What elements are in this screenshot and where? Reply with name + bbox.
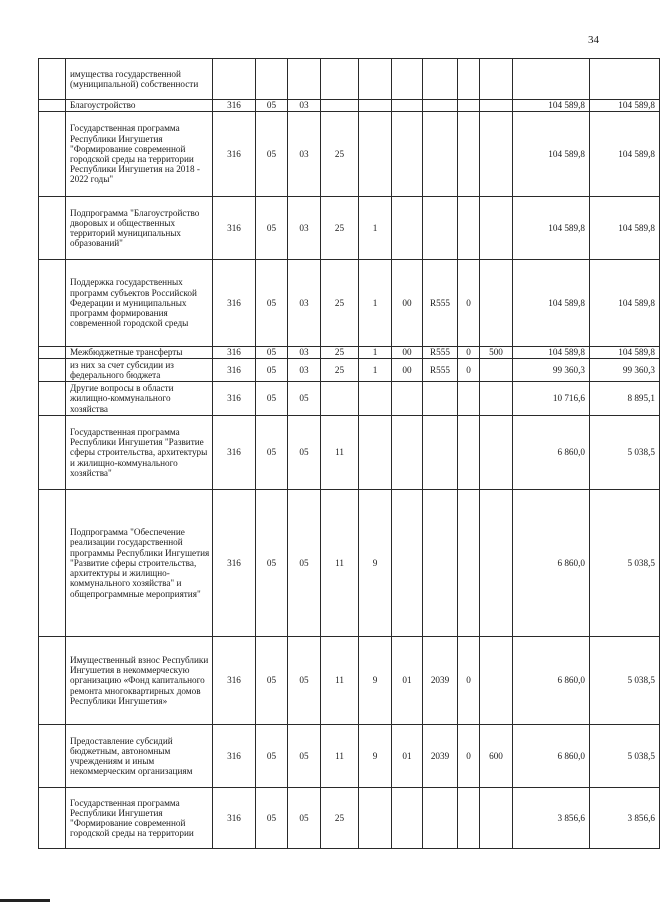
row-value-cell: 6 860,0 — [513, 637, 590, 725]
row-value-cell: 25 — [321, 197, 359, 260]
row-value-cell: 05 — [288, 490, 321, 637]
row-value-cell — [480, 197, 513, 260]
row-value-cell: 5 038,5 — [590, 416, 660, 490]
row-value-cell: 05 — [288, 788, 321, 849]
row-value-cell — [321, 59, 359, 100]
row-value-cell — [256, 59, 288, 100]
row-index-cell — [39, 788, 66, 849]
row-value-cell: 1 — [359, 197, 392, 260]
row-value-cell: 00 — [392, 347, 423, 359]
row-value-cell: 99 360,3 — [590, 359, 660, 382]
row-value-cell: 05 — [256, 100, 288, 112]
row-value-cell — [458, 490, 480, 637]
row-value-cell: 1 — [359, 347, 392, 359]
row-value-cell: 25 — [321, 112, 359, 197]
table-row — [39, 725, 660, 788]
row-name-cell: Подпрограмма "Обеспечение реализации государственной программы Республики Ингушетия "Развитие сферы строительства, архитектуры и жилищно-коммунального хозяйства" и общепрограммные мероприятия" — [66, 490, 213, 637]
row-value-cell — [423, 112, 458, 197]
row-value-cell — [480, 359, 513, 382]
row-value-cell: 03 — [288, 197, 321, 260]
row-index-cell — [39, 382, 66, 416]
row-value-cell: 104 589,8 — [590, 347, 660, 359]
scan-artifact — [0, 899, 50, 902]
row-value-cell — [480, 788, 513, 849]
row-value-cell: 104 589,8 — [513, 197, 590, 260]
row-value-cell: 03 — [288, 359, 321, 382]
row-value-cell: 316 — [213, 260, 256, 347]
row-value-cell: 8 895,1 — [590, 382, 660, 416]
row-value-cell — [392, 100, 423, 112]
row-value-cell: 5 038,5 — [590, 725, 660, 788]
row-value-cell: 0 — [458, 260, 480, 347]
row-index-cell — [39, 490, 66, 637]
row-value-cell — [288, 59, 321, 100]
row-value-cell: 05 — [288, 382, 321, 416]
row-value-cell: 104 589,8 — [513, 260, 590, 347]
row-value-cell: 25 — [321, 359, 359, 382]
row-value-cell — [480, 100, 513, 112]
table-row — [39, 637, 660, 725]
row-value-cell: 05 — [256, 347, 288, 359]
row-name-cell: Поддержка государственных программ субъектов Российской Федерации и муниципальных программ формирования современной городской среды — [66, 260, 213, 347]
row-value-cell: 9 — [359, 637, 392, 725]
row-value-cell: 03 — [288, 260, 321, 347]
row-value-cell: 2039 — [423, 725, 458, 788]
row-value-cell: 11 — [321, 416, 359, 490]
row-value-cell: 5 038,5 — [590, 637, 660, 725]
row-value-cell — [590, 59, 660, 100]
row-index-cell — [39, 725, 66, 788]
row-value-cell — [480, 490, 513, 637]
row-value-cell: 316 — [213, 637, 256, 725]
row-value-cell — [392, 112, 423, 197]
row-value-cell — [480, 416, 513, 490]
row-value-cell — [213, 59, 256, 100]
table-row — [39, 59, 660, 100]
row-index-cell — [39, 347, 66, 359]
row-value-cell — [359, 100, 392, 112]
row-value-cell: 600 — [480, 725, 513, 788]
row-value-cell: 25 — [321, 347, 359, 359]
row-value-cell: 05 — [256, 197, 288, 260]
row-value-cell: 11 — [321, 490, 359, 637]
row-value-cell: 05 — [256, 359, 288, 382]
row-value-cell — [458, 112, 480, 197]
row-value-cell — [359, 59, 392, 100]
row-value-cell: 9 — [359, 725, 392, 788]
row-value-cell: 104 589,8 — [590, 112, 660, 197]
row-value-cell: 316 — [213, 382, 256, 416]
row-value-cell — [392, 416, 423, 490]
row-value-cell — [513, 59, 590, 100]
row-index-cell — [39, 112, 66, 197]
row-value-cell: 316 — [213, 197, 256, 260]
row-value-cell — [458, 100, 480, 112]
row-index-cell — [39, 59, 66, 100]
table-row — [39, 112, 660, 197]
row-value-cell: 0 — [458, 347, 480, 359]
table-row — [39, 260, 660, 347]
row-value-cell: 3 856,6 — [590, 788, 660, 849]
row-value-cell — [458, 416, 480, 490]
row-value-cell — [423, 197, 458, 260]
row-value-cell: 25 — [321, 260, 359, 347]
row-value-cell: 05 — [256, 637, 288, 725]
table-row — [39, 359, 660, 382]
row-value-cell: 25 — [321, 788, 359, 849]
row-index-cell — [39, 100, 66, 112]
row-value-cell: 1 — [359, 260, 392, 347]
row-value-cell — [321, 382, 359, 416]
row-value-cell: 03 — [288, 100, 321, 112]
row-value-cell: R555 — [423, 359, 458, 382]
row-value-cell — [458, 197, 480, 260]
row-value-cell: 316 — [213, 416, 256, 490]
row-value-cell: 500 — [480, 347, 513, 359]
row-value-cell: 104 589,8 — [513, 112, 590, 197]
row-value-cell — [392, 59, 423, 100]
row-value-cell: 316 — [213, 359, 256, 382]
row-value-cell: 104 589,8 — [513, 100, 590, 112]
table-row — [39, 347, 660, 359]
row-value-cell: 05 — [256, 382, 288, 416]
row-value-cell: 3 856,6 — [513, 788, 590, 849]
budget-table — [38, 58, 660, 849]
row-value-cell: 05 — [288, 416, 321, 490]
table-row — [39, 490, 660, 637]
row-value-cell: 316 — [213, 347, 256, 359]
row-value-cell: 316 — [213, 725, 256, 788]
row-value-cell — [458, 59, 480, 100]
table-row — [39, 197, 660, 260]
row-value-cell — [480, 59, 513, 100]
row-name-cell: Государственная программа Республики Ингушетия "Формирование современной городской среды на территории — [66, 788, 213, 849]
row-value-cell — [480, 112, 513, 197]
row-name-cell: Межбюджетные трансферты — [66, 347, 213, 359]
row-value-cell: 05 — [256, 725, 288, 788]
row-value-cell: 11 — [321, 725, 359, 788]
row-value-cell — [359, 112, 392, 197]
row-value-cell: 05 — [288, 637, 321, 725]
row-name-cell: Предоставление субсидий бюджетным, автономным учреждениям и иным некоммерческим организациям — [66, 725, 213, 788]
row-value-cell: 05 — [256, 260, 288, 347]
row-value-cell: 6 860,0 — [513, 490, 590, 637]
row-value-cell: 05 — [288, 725, 321, 788]
row-value-cell: 104 589,8 — [513, 347, 590, 359]
row-value-cell — [392, 788, 423, 849]
row-value-cell: R555 — [423, 260, 458, 347]
row-value-cell: 05 — [256, 112, 288, 197]
row-value-cell — [480, 637, 513, 725]
row-index-cell — [39, 197, 66, 260]
row-value-cell: 03 — [288, 347, 321, 359]
row-value-cell: 5 038,5 — [590, 490, 660, 637]
row-name-cell: имущества государственной (муниципальной) собственности — [66, 59, 213, 100]
row-value-cell — [423, 416, 458, 490]
row-value-cell: 99 360,3 — [513, 359, 590, 382]
row-value-cell — [359, 788, 392, 849]
row-name-cell: Подпрограмма "Благоустройство дворовых и общественных территорий муниципальных образований" — [66, 197, 213, 260]
row-name-cell: Государственная программа Республики Ингушетия "Формирование современной городской среды на территории Республики Ингушетия на 2018 - 2022 годы" — [66, 112, 213, 197]
row-value-cell: 01 — [392, 637, 423, 725]
row-value-cell: 0 — [458, 359, 480, 382]
row-value-cell — [392, 382, 423, 416]
row-value-cell: 6 860,0 — [513, 416, 590, 490]
row-value-cell — [392, 197, 423, 260]
row-value-cell: 104 589,8 — [590, 100, 660, 112]
row-name-cell: Другие вопросы в области жилищно-коммунального хозяйства — [66, 382, 213, 416]
row-index-cell — [39, 359, 66, 382]
row-index-cell — [39, 260, 66, 347]
row-value-cell: 1 — [359, 359, 392, 382]
row-value-cell: 05 — [256, 490, 288, 637]
table-row — [39, 100, 660, 112]
row-index-cell — [39, 416, 66, 490]
row-value-cell — [423, 382, 458, 416]
row-value-cell: 0 — [458, 637, 480, 725]
row-value-cell: 11 — [321, 637, 359, 725]
row-value-cell: 03 — [288, 112, 321, 197]
row-value-cell: 316 — [213, 788, 256, 849]
row-name-cell: из них за счет субсидии из федерального бюджета — [66, 359, 213, 382]
row-value-cell: 104 589,8 — [590, 260, 660, 347]
row-value-cell — [423, 490, 458, 637]
row-value-cell: 00 — [392, 359, 423, 382]
row-value-cell: 0 — [458, 725, 480, 788]
row-value-cell — [359, 416, 392, 490]
row-value-cell: 2039 — [423, 637, 458, 725]
row-value-cell: 9 — [359, 490, 392, 637]
row-value-cell — [423, 100, 458, 112]
row-value-cell — [480, 260, 513, 347]
page-number: 34 — [588, 34, 599, 46]
row-name-cell: Благоустройство — [66, 100, 213, 112]
row-value-cell: 05 — [256, 788, 288, 849]
row-index-cell — [39, 637, 66, 725]
row-value-cell — [321, 100, 359, 112]
row-value-cell: 01 — [392, 725, 423, 788]
row-name-cell: Имущественный взнос Республики Ингушетия в некоммерческую организацию «Фонд капитального ремонта многоквартирных домов Республики Ингушетия» — [66, 637, 213, 725]
row-value-cell: 104 589,8 — [590, 197, 660, 260]
row-value-cell: 05 — [256, 416, 288, 490]
row-value-cell — [423, 59, 458, 100]
row-value-cell — [392, 490, 423, 637]
table-row — [39, 788, 660, 849]
row-value-cell: 316 — [213, 112, 256, 197]
row-value-cell — [423, 788, 458, 849]
row-name-cell: Государственная программа Республики Ингушетия "Развитие сферы строительства, архитектуры и жилищно-коммунального хозяйства" — [66, 416, 213, 490]
row-value-cell — [359, 382, 392, 416]
row-value-cell: R555 — [423, 347, 458, 359]
row-value-cell: 00 — [392, 260, 423, 347]
row-value-cell: 6 860,0 — [513, 725, 590, 788]
row-value-cell: 10 716,6 — [513, 382, 590, 416]
table-row — [39, 416, 660, 490]
row-value-cell: 316 — [213, 490, 256, 637]
row-value-cell: 316 — [213, 100, 256, 112]
table-row — [39, 382, 660, 416]
row-value-cell — [480, 382, 513, 416]
row-value-cell — [458, 788, 480, 849]
row-value-cell — [458, 382, 480, 416]
